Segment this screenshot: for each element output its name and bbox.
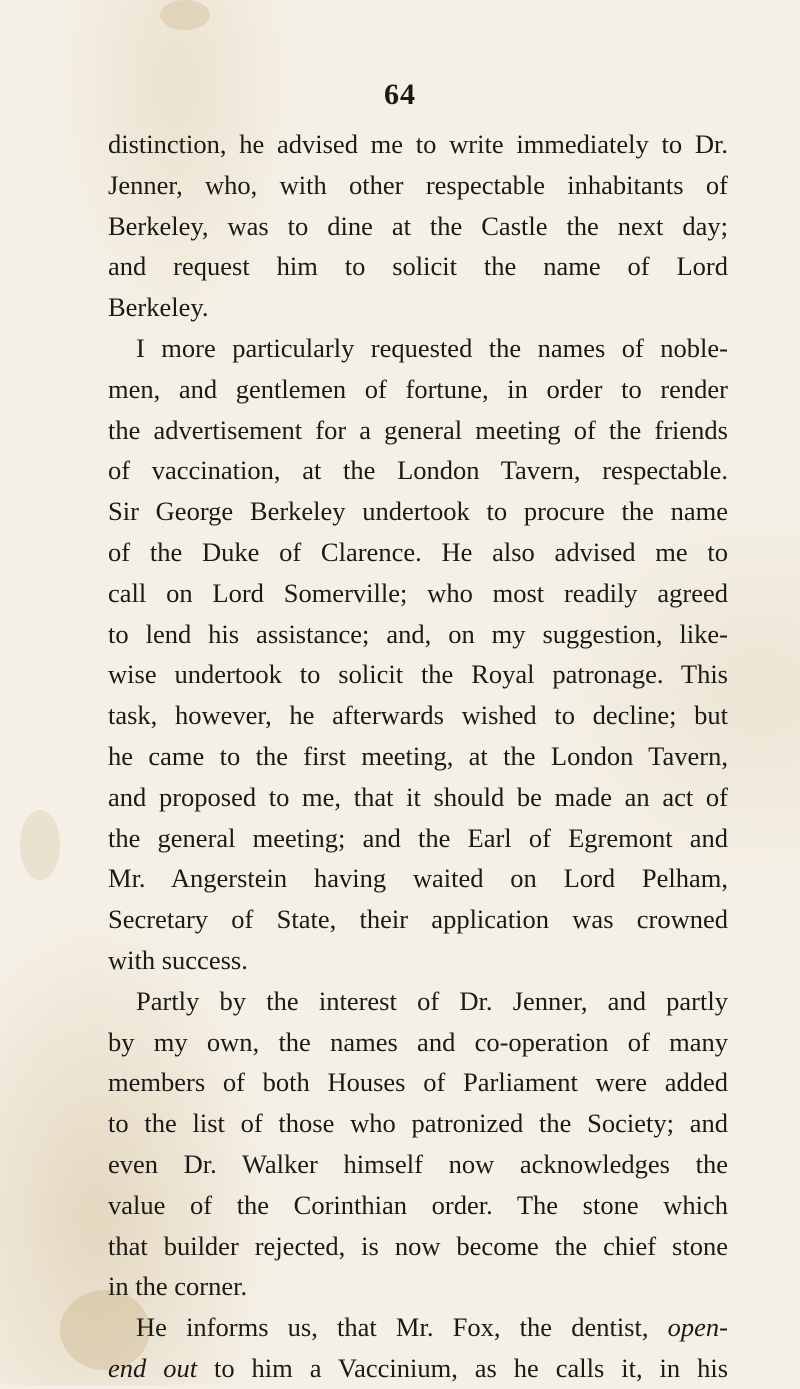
body-text bbox=[108, 124, 728, 1389]
text-line: Berkeley, was to dine at the Castle the next day; bbox=[108, 210, 728, 241]
text-line: Partly by the interest of Dr. Jenner, and partly bbox=[136, 985, 728, 1016]
text-line: Sir George Berkeley undertook to procure the name bbox=[108, 496, 728, 527]
text-line: that builder rejected, is now become the chief stone bbox=[108, 1230, 728, 1261]
text-line: with success. bbox=[108, 944, 248, 975]
text-line: distinction, he advised me to write immediately to Dr. bbox=[108, 129, 728, 159]
text-line: Berkeley. bbox=[108, 292, 209, 323]
text-line: of the Duke of Clarence. He also advised me to bbox=[108, 536, 728, 567]
text-line: of vaccination, at the London Tavern, respectable. bbox=[108, 455, 728, 486]
text-line: even Dr. Walker himself now acknowledges the bbox=[108, 1148, 728, 1179]
text-line: to the list of those who patronized the Society; and bbox=[108, 1108, 728, 1139]
text-line: men, and gentlemen of fortune, in order to render bbox=[108, 373, 728, 404]
text-line: to lend his assistance; and, on my suggestion, like- bbox=[108, 618, 728, 649]
text-line: wise undertook to solicit the Royal patronage. This bbox=[108, 659, 728, 690]
text-line: call on Lord Somerville; who most readily agreed bbox=[108, 577, 728, 608]
italic-text: end out bbox=[108, 1352, 198, 1383]
text-line: task, however, he afterwards wished to decline; but bbox=[108, 700, 728, 731]
text-line: end out to him a Vaccinium, as he calls it, in his bbox=[108, 1352, 728, 1383]
italic-text: open- bbox=[667, 1312, 728, 1343]
text-line: he came to the first meeting, at the London Tavern, bbox=[108, 740, 728, 771]
text-line: by my own, the names and co-operation of many bbox=[108, 1026, 728, 1057]
text-line: members of both Houses of Parliament were added bbox=[108, 1067, 728, 1098]
text-line: in the corner. bbox=[108, 1271, 248, 1302]
paper-stain bbox=[20, 810, 60, 880]
text-line: the advertisement for a general meeting of the friends bbox=[108, 414, 728, 445]
text-line: and proposed to me, that it should be made an act of bbox=[108, 781, 728, 812]
text-line: Jenner, who, with other respectable inhabitants of bbox=[108, 169, 728, 200]
text-line: the general meeting; and the Earl of Egremont and bbox=[108, 822, 728, 853]
text-line: Mr. Angerstein having waited on Lord Pelham, bbox=[108, 863, 728, 894]
text-line bbox=[108, 1307, 728, 1348]
text-line: value of the Corinthian order. The stone which bbox=[108, 1189, 728, 1220]
text-line-start: He informs us, that Mr. Fox, the dentist, bbox=[136, 1312, 649, 1343]
page-number: 64 bbox=[384, 78, 416, 111]
text-line: and request him to solicit the name of Lord bbox=[108, 251, 728, 282]
paper-stain bbox=[160, 0, 210, 30]
text-line: I more particularly requested the names of noble- bbox=[136, 332, 728, 363]
text-line: Secretary of State, their application was crowned bbox=[108, 904, 728, 935]
